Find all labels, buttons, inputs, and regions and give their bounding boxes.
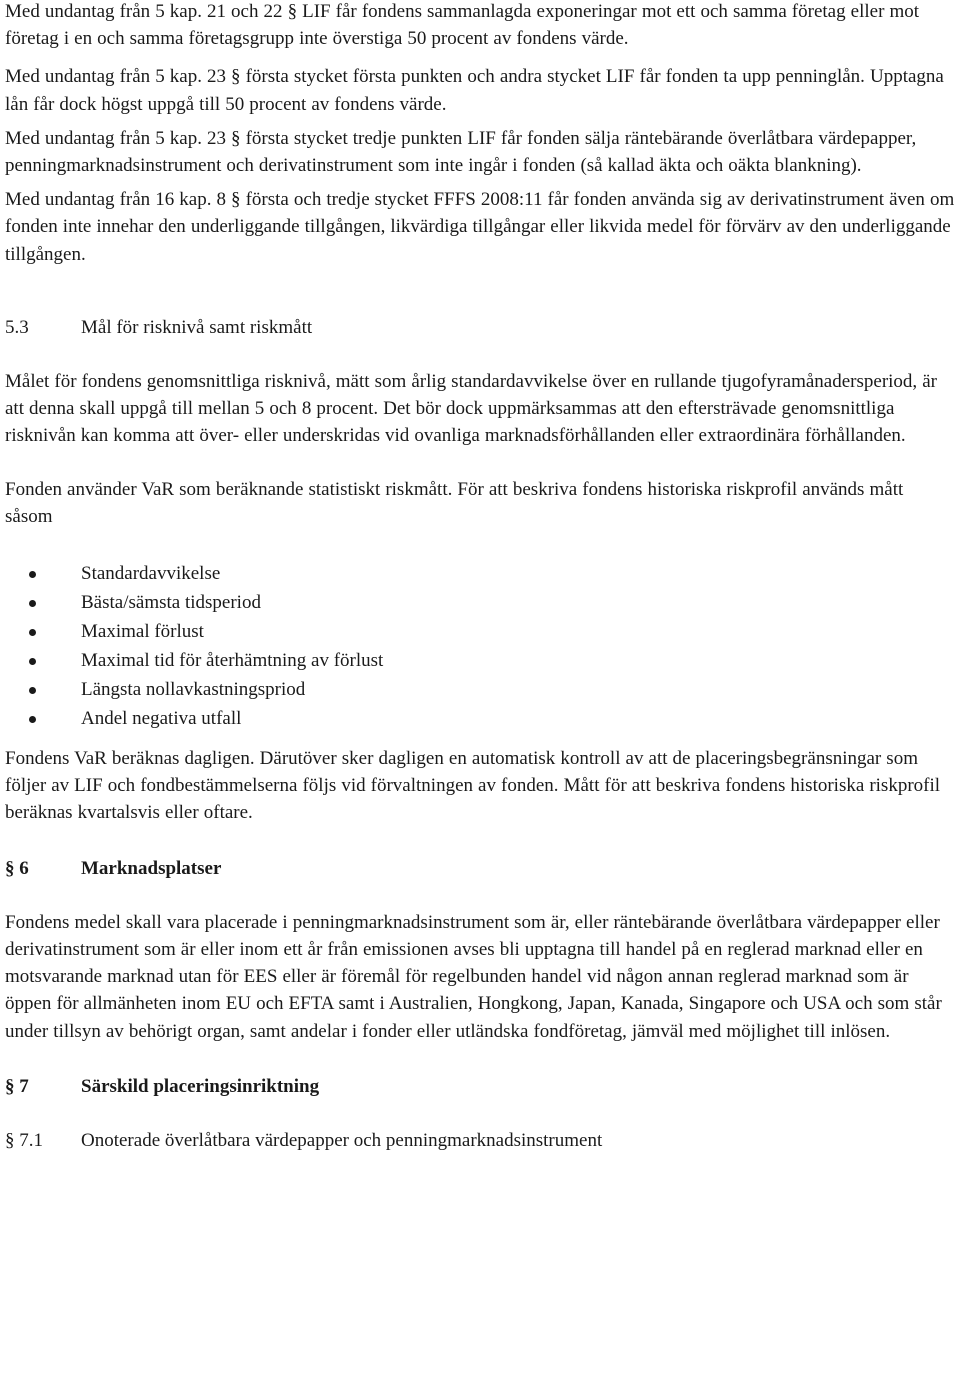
list-item: Maximal tid för återhämtning av förlust	[5, 646, 955, 675]
risk-measures-list	[5, 559, 955, 733]
bullet-icon	[29, 658, 36, 665]
document-page	[5, 0, 955, 1154]
bullet-icon	[29, 600, 36, 607]
paragraph-var-daily: Fondens VaR beräknas dagligen. Därutöver sker dagligen en automatisk kontroll av att de placeringsbegränsningar som följer av LIF och fondbestämmelserna följs vid förvaltningen av fonden. Mått för att beskriva fondens historiska riskprofil beräknas kvartalsvis eller oftare.	[5, 748, 941, 824]
paragraph-borrowing: Med undantag från 5 kap. 23 § första stycket första punkten och andra stycket LIF får fonden ta upp penninglån. Upptagna lån får dock högst uppgå till 50 procent av fondens värde.	[5, 66, 944, 115]
section-6-heading	[5, 855, 955, 882]
paragraph-derivatives: Med undantag från 16 kap. 8 § första och tredje stycket FFFS 2008:11 får fonden använda sig av derivatinstrument även om fonden inte innehar den underliggande tillgången, likvärdiga tillgångar eller likvida medel för förvärv av den underliggande tillgången.	[5, 189, 955, 265]
section-7-heading	[5, 1073, 955, 1100]
section-number: § 7	[5, 1075, 29, 1097]
bullet-icon	[29, 687, 36, 694]
section-number: § 7.1	[5, 1130, 43, 1152]
bullet-icon	[29, 571, 36, 578]
list-item: Maximal förlust	[5, 617, 955, 646]
list-item: Bästa/sämsta tidsperiod	[5, 588, 955, 617]
bullet-icon	[29, 716, 36, 723]
section-number: 5.3	[5, 316, 29, 338]
paragraph-short-selling: Med undantag från 5 kap. 23 § första stycket tredje punkten LIF får fonden sälja räntebärande överlåtbara värdepapper, penningmarknadsinstrument och derivatinstrument som inte ingår i fonden (så kallad äkta och oäkta blankning).	[5, 127, 917, 177]
section-5-3-heading	[5, 314, 955, 341]
paragraph-risk-target: Målet för fondens genomsnittliga risknivå, mätt som årlig standardavvikelse över en rullande tjugofyramånadersperiod, är att denna skall uppgå till mellan 5 och 8 procent. Det bör dock uppmärksammas att den eftersträvade genomsnittliga risknivån kan komma att över- eller underskridas vid ovanliga marknadsförhållanden eller extraordinära förhållanden.	[5, 371, 937, 447]
section-title: Onoterade överlåtbara värdepapper och penningmarknadsinstrument	[81, 1130, 603, 1152]
paragraph-exposure-limit: Med undantag från 5 kap. 21 och 22 § LIF får fondens sammanlagda exponeringar mot ett och samma företag eller mot företag i en och samma företagsgrupp inte överstiga 50 procent av fondens värde.	[5, 1, 920, 50]
list-item: Standardavvikelse	[5, 559, 955, 588]
paragraph-marketplaces: Fondens medel skall vara placerade i penningmarknadsinstrument som är, eller räntebärande överlåtbara värdepapper eller derivatinstrument som är eller inom ett år från emissionen avses bli upptagna till handel på en reglerad marknad eller en motsvarande marknad utan för EES eller är föremål för regelbunden handel vid någon annan reglerad marknad som är öppen för allmänheten inom EU och EFTA samt i Australien, Hongkong, Japan, Kanada, Singapore och USA och som står under tillsyn av behörigt organ, samt andelar i fonder eller utländska fondföretag, jämväl med möjlighet till inlösen.	[5, 911, 942, 1042]
section-number: § 6	[5, 857, 29, 879]
section-title: Marknadsplatser	[81, 857, 222, 879]
list-item: Längsta nollavkastningspriod	[5, 675, 955, 704]
paragraph-var: Fonden använder VaR som beräknande statistiskt riskmått. För att beskriva fondens historiska riskprofil används mått såsom	[5, 478, 904, 527]
bullet-icon	[29, 629, 36, 636]
section-title: Mål för risknivå samt riskmått	[81, 316, 313, 338]
section-7-1-heading	[5, 1127, 955, 1154]
list-item: Andel negativa utfall	[5, 704, 955, 733]
section-title: Särskild placeringsinriktning	[81, 1075, 320, 1097]
